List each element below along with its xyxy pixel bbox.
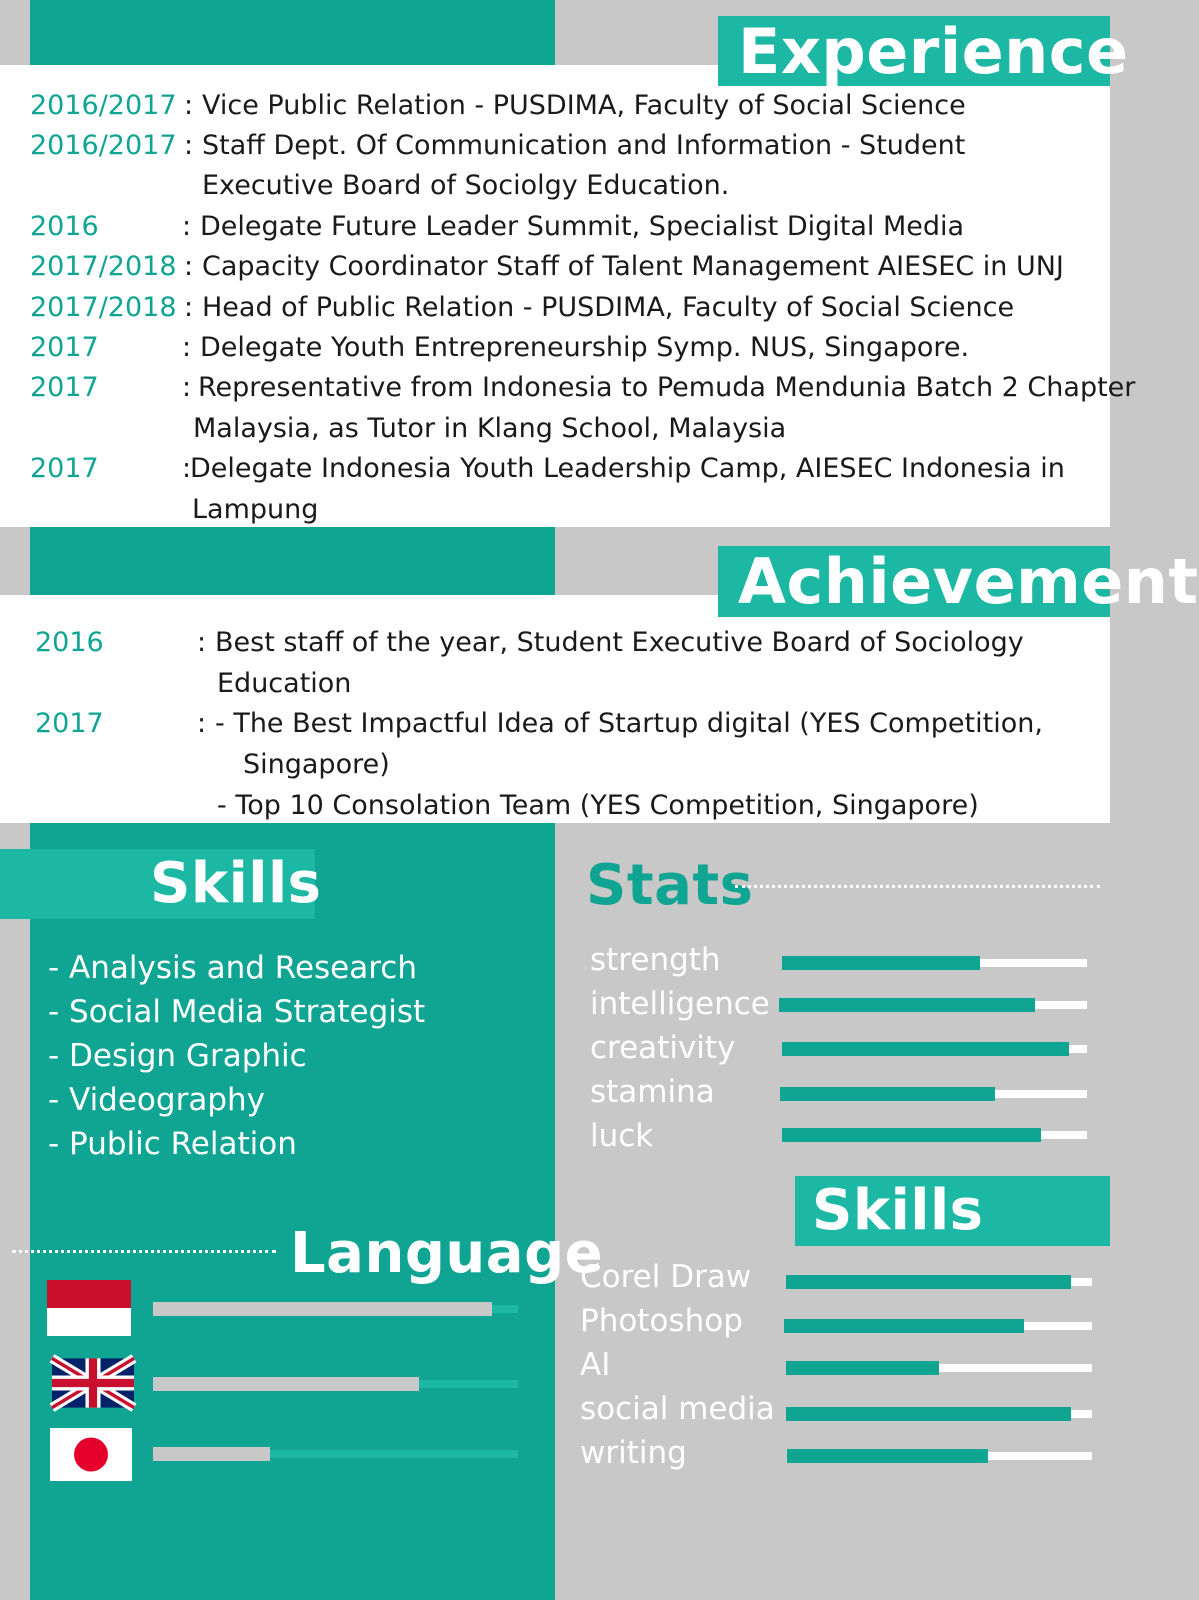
japan-flag-icon bbox=[50, 1428, 132, 1481]
skill-item: - Public Relation bbox=[48, 1126, 297, 1162]
skill-bar bbox=[787, 1452, 1092, 1460]
skill-bar-fill bbox=[784, 1319, 1024, 1333]
experience-sep: : bbox=[184, 130, 194, 161]
skill-label: social media bbox=[580, 1391, 775, 1427]
experience-desc: Representative from Indonesia to Pemuda Mendunia Batch 2 Chapter bbox=[198, 372, 1136, 403]
stat-bar bbox=[782, 1131, 1087, 1139]
achievement-top-band bbox=[30, 527, 555, 595]
skills-left-title: Skills bbox=[150, 851, 322, 916]
experience-year: 2016/2017 bbox=[30, 130, 177, 161]
experience-desc: Delegate Youth Entrepreneurship Symp. NUS, Singapore. bbox=[200, 332, 970, 363]
stat-bar bbox=[782, 1045, 1087, 1053]
skill-item: - Design Graphic bbox=[48, 1038, 307, 1074]
skill-item: - Analysis and Research bbox=[48, 950, 417, 986]
language-bar-fill bbox=[153, 1377, 419, 1391]
skill-label: AI bbox=[580, 1347, 611, 1383]
skill-bar bbox=[786, 1364, 1092, 1372]
stat-bar-fill bbox=[782, 1042, 1069, 1056]
achievement-title: Achievement bbox=[738, 545, 1199, 618]
experience-year: 2016/2017 bbox=[30, 90, 177, 121]
achievement-sep: : bbox=[197, 627, 207, 658]
skills-right-title: Skills bbox=[812, 1178, 984, 1243]
skill-item: - Videography bbox=[48, 1082, 265, 1118]
stats-divider-dots bbox=[735, 885, 1100, 888]
left-bottom-panel bbox=[30, 823, 555, 1600]
language-bar-indonesia bbox=[153, 1305, 518, 1313]
achievement-year: 2016 bbox=[35, 627, 104, 658]
stat-bar bbox=[779, 1001, 1087, 1009]
skill-bar bbox=[784, 1322, 1092, 1330]
experience-desc: Vice Public Relation - PUSDIMA, Faculty of Social Science bbox=[202, 90, 966, 121]
achievement-desc-cont: Education bbox=[217, 668, 352, 699]
achievement-desc-extra: - Top 10 Consolation Team (YES Competition, Singapore) bbox=[217, 790, 979, 821]
language-bar-fill bbox=[153, 1447, 270, 1461]
indonesia-flag-icon bbox=[47, 1280, 131, 1336]
language-divider-dots bbox=[12, 1250, 276, 1253]
skill-label: writing bbox=[580, 1435, 687, 1471]
skill-label: Corel Draw bbox=[580, 1259, 752, 1295]
language-bar-fill bbox=[153, 1302, 492, 1316]
skill-bar-fill bbox=[786, 1361, 939, 1375]
stat-bar-fill bbox=[779, 998, 1035, 1012]
skill-item: - Social Media Strategist bbox=[48, 994, 426, 1030]
stat-bar-fill bbox=[780, 1087, 995, 1101]
achievement-sep: : bbox=[197, 708, 207, 739]
experience-desc-cont: Malaysia, as Tutor in Klang School, Malaysia bbox=[193, 413, 787, 444]
achievement-desc-cont: Singapore) bbox=[243, 749, 390, 780]
skill-bar-fill bbox=[786, 1275, 1071, 1289]
skill-bar-fill bbox=[786, 1407, 1071, 1421]
stat-bar bbox=[780, 1090, 1087, 1098]
experience-desc: Staff Dept. Of Communication and Information - Student bbox=[202, 130, 966, 161]
experience-year: 2017/2018 bbox=[30, 292, 177, 323]
experience-sep: : bbox=[182, 332, 192, 363]
skill-bar bbox=[786, 1278, 1092, 1286]
experience-sep: : bbox=[184, 251, 194, 282]
experience-desc-cont: Lampung bbox=[192, 494, 319, 525]
skill-bar bbox=[786, 1410, 1092, 1418]
experience-year: 2017 bbox=[30, 332, 99, 363]
experience-year: 2016 bbox=[30, 211, 99, 242]
language-bar-english bbox=[153, 1380, 518, 1388]
experience-desc: Capacity Coordinator Staff of Talent Management AIESEC in UNJ bbox=[202, 251, 1064, 282]
stat-bar-fill bbox=[782, 1128, 1041, 1142]
uk-flag-icon bbox=[52, 1358, 134, 1408]
achievement-desc: - The Best Impactful Idea of Startup digital (YES Competition, bbox=[215, 708, 1043, 739]
stat-bar-fill bbox=[782, 956, 980, 970]
language-bar-japanese bbox=[153, 1450, 518, 1458]
achievement-year: 2017 bbox=[35, 708, 104, 739]
stat-label: intelligence bbox=[590, 986, 770, 1022]
skill-label: Photoshop bbox=[580, 1303, 743, 1339]
experience-sep: : bbox=[184, 292, 194, 323]
stat-label: luck bbox=[590, 1118, 654, 1154]
experience-sep: : bbox=[182, 372, 192, 403]
experience-year: 2017/2018 bbox=[30, 251, 177, 282]
experience-desc: Delegate Indonesia Youth Leadership Camp, AIESEC Indonesia in bbox=[190, 453, 1065, 484]
experience-year: 2017 bbox=[30, 453, 99, 484]
experience-desc: Head of Public Relation - PUSDIMA, Faculty of Social Science bbox=[202, 292, 1015, 323]
stat-bar bbox=[782, 959, 1087, 967]
experience-sep: : bbox=[182, 211, 192, 242]
skill-bar-fill bbox=[787, 1449, 988, 1463]
language-title: Language bbox=[290, 1221, 604, 1286]
experience-desc-cont: Executive Board of Sociolgy Education. bbox=[202, 170, 730, 201]
stat-label: strength bbox=[590, 942, 721, 978]
experience-sep: : bbox=[182, 453, 192, 484]
experience-top-band bbox=[30, 0, 555, 65]
experience-desc: Delegate Future Leader Summit, Specialist Digital Media bbox=[200, 211, 965, 242]
experience-year: 2017 bbox=[30, 372, 99, 403]
stat-label: stamina bbox=[590, 1074, 715, 1110]
stat-label: creativity bbox=[590, 1030, 736, 1066]
experience-sep: : bbox=[184, 90, 194, 121]
stats-title: Stats bbox=[586, 853, 754, 918]
achievement-desc: Best staff of the year, Student Executive Board of Sociology bbox=[215, 627, 1024, 658]
experience-title: Experience bbox=[738, 15, 1129, 88]
